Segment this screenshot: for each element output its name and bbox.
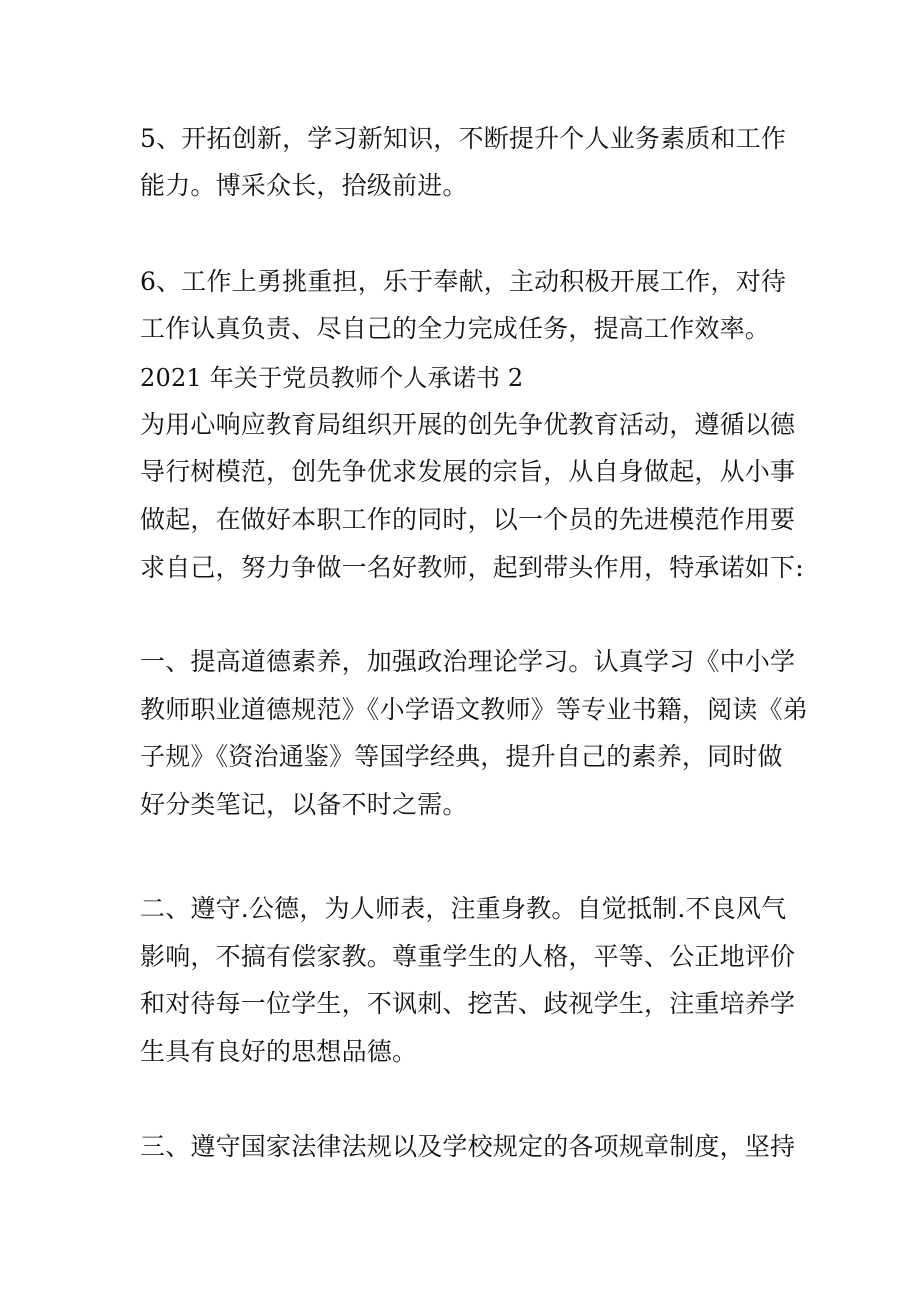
intro-line-2: 导行树模范，创先争优求发展的宗旨，从自身做起，从小事 <box>140 457 796 486</box>
intro-line-4: 求自己，努力争做一名好教师，起到带头作用，特承诺如下: <box>140 553 804 582</box>
item-1-line-3: 子规》《资治通鉴》等国学经典，提升自己的素养，同时做 <box>140 742 783 771</box>
paragraph-5-line-2: 能力。博采众长，拾级前进。 <box>140 171 468 200</box>
item-2-line-3: 和对待每一位学生，不讽刺、挖苦、歧视学生，注重培养学 <box>140 989 796 1018</box>
paragraph-6-line-2: 工作认真负责、尽自己的全力完成任务，提高工作效率。 <box>140 314 771 343</box>
item-2-line-2: 影响，不搞有偿家教。尊重学生的人格，平等、公正地评价 <box>140 942 796 971</box>
paragraph-5-line-1: 5、开拓创新，学习新知识，不断提升个人业务素质和工作 <box>140 124 787 153</box>
paragraph-6-line-1: 6、工作上勇挑重担，乐于奉献，主动积极开展工作，对待 <box>140 267 787 296</box>
item-2-line-1: 二、遵守.公德，为人师表，注重身教。自觉抵制.不良风气 <box>140 894 787 923</box>
item-2-line-4: 生具有良好的思想品德。 <box>140 1037 418 1066</box>
intro-line-1: 为用心响应教育局组织开展的创先争优教育活动，遵循以德 <box>140 410 796 439</box>
intro-line-3: 做起，在做好本职工作的同时，以一个员的先进模范作用要 <box>140 505 796 534</box>
item-3-line-1: 三、遵守国家法律法规以及学校规定的各项规章制度，坚持 <box>140 1132 796 1161</box>
item-1-line-4: 好分类笔记，以备不时之需。 <box>140 790 468 819</box>
item-1-line-2: 教师职业道德规范》《小学语文教师》等专业书籍，阅读《弟 <box>140 695 808 724</box>
section-title: 2021 年关于党员教师个人承诺书 2 <box>140 364 524 392</box>
item-1-line-1: 一、提高道德素养，加强政治理论学习。认真学习《中小学 <box>140 647 796 676</box>
